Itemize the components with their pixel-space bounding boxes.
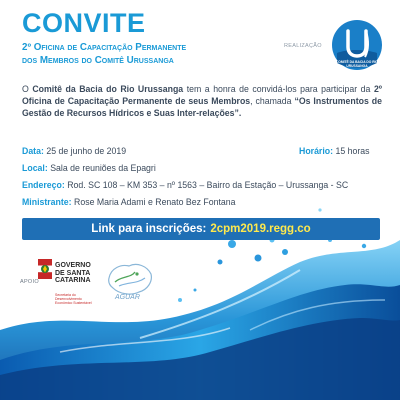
address-line (22, 180, 348, 190)
speaker-value: Rose Maria Adami e Renato Bez Fontana (74, 197, 236, 207)
santa-catarina-flag-icon (38, 259, 52, 279)
realizacao-label: REALIZAÇÃO (284, 43, 322, 49)
invitation-paragraph: O Comitê da Bacia do Rio Urussanga tem a honra de convidá-los para participar da 2º Oficina de Capacitação Permanente de seus Membros, chamada “Os Instrumentos de Gestão de Recursos Hídricos e Suas Inter-relações”. (22, 84, 382, 118)
address-value: Rod. SC 108 – KM 353 – nº 1563 – Bairro da Estação – Urussanga - SC (67, 180, 349, 190)
date-line (22, 146, 126, 156)
secretaria-text: Secretaria do Desenvolvimento Econômico Sustentável (55, 293, 92, 305)
governo-santa-catarina-logo: GOVERNO DE SANTA CATARINA (55, 262, 91, 284)
local-line (22, 163, 156, 173)
apoio-label: APOIO (20, 279, 39, 285)
registration-link-url[interactable]: 2cpm2019.regg.co (210, 223, 311, 235)
date-label: Data: (22, 146, 44, 156)
date-value: 25 de junho de 2019 (46, 146, 127, 156)
address-label: Endereço: (22, 180, 65, 190)
local-value: Sala de reuniões da Epagri (50, 163, 156, 173)
registration-link-bar[interactable] (22, 218, 380, 240)
local-label: Local: (22, 163, 48, 173)
registration-link-label: Link para inscrições: (91, 223, 207, 235)
committee-logo-text: COMITÊ DA BACIA DO RIO URUSSANGA (335, 60, 379, 68)
event-theme: “Os Instrumentos de Gestão de Recursos Hídricos e Suas Inter-relações”. (22, 96, 382, 118)
time-line (299, 146, 370, 156)
speaker-label: Ministrante: (22, 197, 72, 207)
aguar-name: AGUAR (115, 294, 140, 301)
subtitle-line-1: 2º Oficina de Capacitação Permanente (22, 42, 187, 53)
committee-name: Comitê da Bacia do Rio Urussanga (32, 84, 184, 94)
invite-title: CONVITE (22, 8, 146, 38)
event-name: 2º Oficina de Capacitação Permanente de seus Membros (22, 84, 382, 106)
event-subtitle (22, 42, 186, 67)
subtitle-line-2: dos Membros do Comitê Urussanga (22, 54, 174, 66)
speaker-line (22, 197, 236, 207)
time-label: Horário: (299, 146, 334, 156)
time-value: 15 horas (335, 146, 370, 156)
